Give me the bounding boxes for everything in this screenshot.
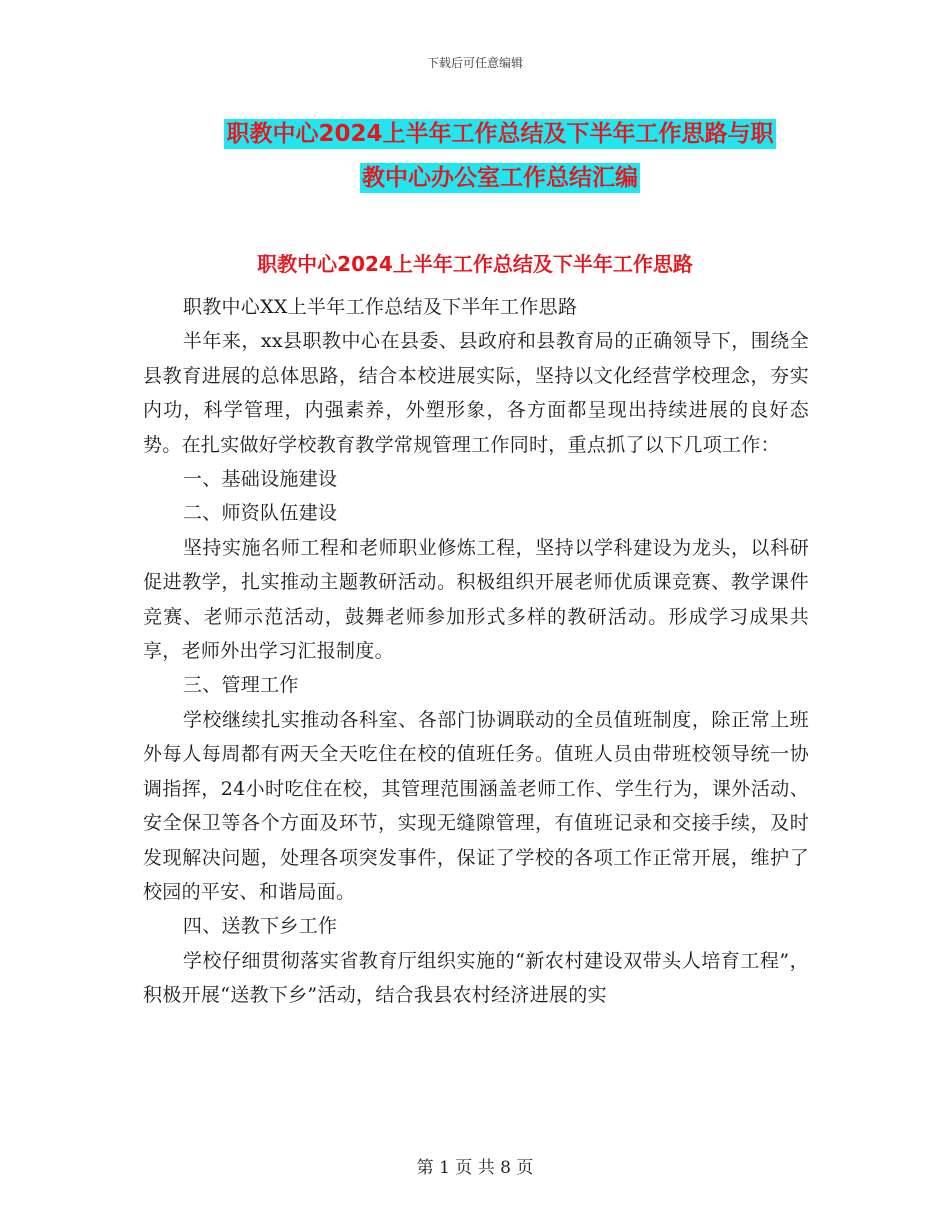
section-title: 职教中心2024上半年工作总结及下半年工作思路 — [257, 252, 693, 276]
paragraph-management: 学校继续扎实推动各科室、各部门协调联动的全员值班制度，除正常上班外每人每周都有两天全天吃住在校的值班任务。值班人员由带班校领导统一协调指挥，24小时吃住在校，其管理范围涵盖老师工作、学生行为，课外活动、安全保卫等各个方面及环节，实现无缝隙管理，有值班记录和交接手续，及时发现解决问题，处理各项突发事件，保证了学校的各项工作正常开展，维护了校园的平安、和谐局面。 — [143, 708, 809, 903]
page-header-note: 下载后可任意编辑 — [426, 56, 523, 70]
section-heading-infrastructure: 一、基础设施建设 — [182, 468, 338, 491]
document-body — [143, 290, 809, 1013]
main-title-line-1: 职教中心2024上半年工作总结及下半年工作思路与职 — [226, 121, 774, 147]
document-main-title — [140, 112, 860, 200]
page-footer: 第 1 页 共 8 页 — [416, 1158, 534, 1178]
section-heading-management: 三、管理工作 — [182, 674, 299, 697]
main-title-line-2: 教中心办公室工作总结汇编 — [362, 165, 638, 191]
paragraph-heading: 职教中心XX上半年工作总结及下半年工作思路 — [182, 296, 578, 318]
paragraph-intro: 半年来，xx县职教中心在县委、县政府和县教育局的正确领导下，围绕全县教育进展的总体思路，结合本校进展实际，坚持以文化经营学校理念，夯实内功，科学管理，内强素养，外塑形象，各方面都呈现出持续进展的良好态势。在扎实做好学校教育教学常规管理工作同时，重点抓了以下几项工作： — [143, 330, 809, 456]
section-heading-teachers: 二、师资队伍建设 — [182, 502, 338, 525]
paragraph-teachers: 坚持实施名师工程和老师职业修炼工程，坚持以学科建设为龙头，以科研促进教学，扎实推动主题教研活动。积极组织开展老师优质课竞赛、教学课件竞赛、老师示范活动，鼓舞老师参加形式多样的教研活动。形成学习成果共享，老师外出学习汇报制度。 — [143, 536, 809, 663]
paragraph-outreach: 学校仔细贯彻落实省教育厅组织实施的“新农村建设双带头人培育工程”，积极开展“送教下乡”活动，结合我县农村经济进展的实 — [143, 949, 809, 1007]
section-heading-outreach: 四、送教下乡工作 — [182, 915, 338, 938]
